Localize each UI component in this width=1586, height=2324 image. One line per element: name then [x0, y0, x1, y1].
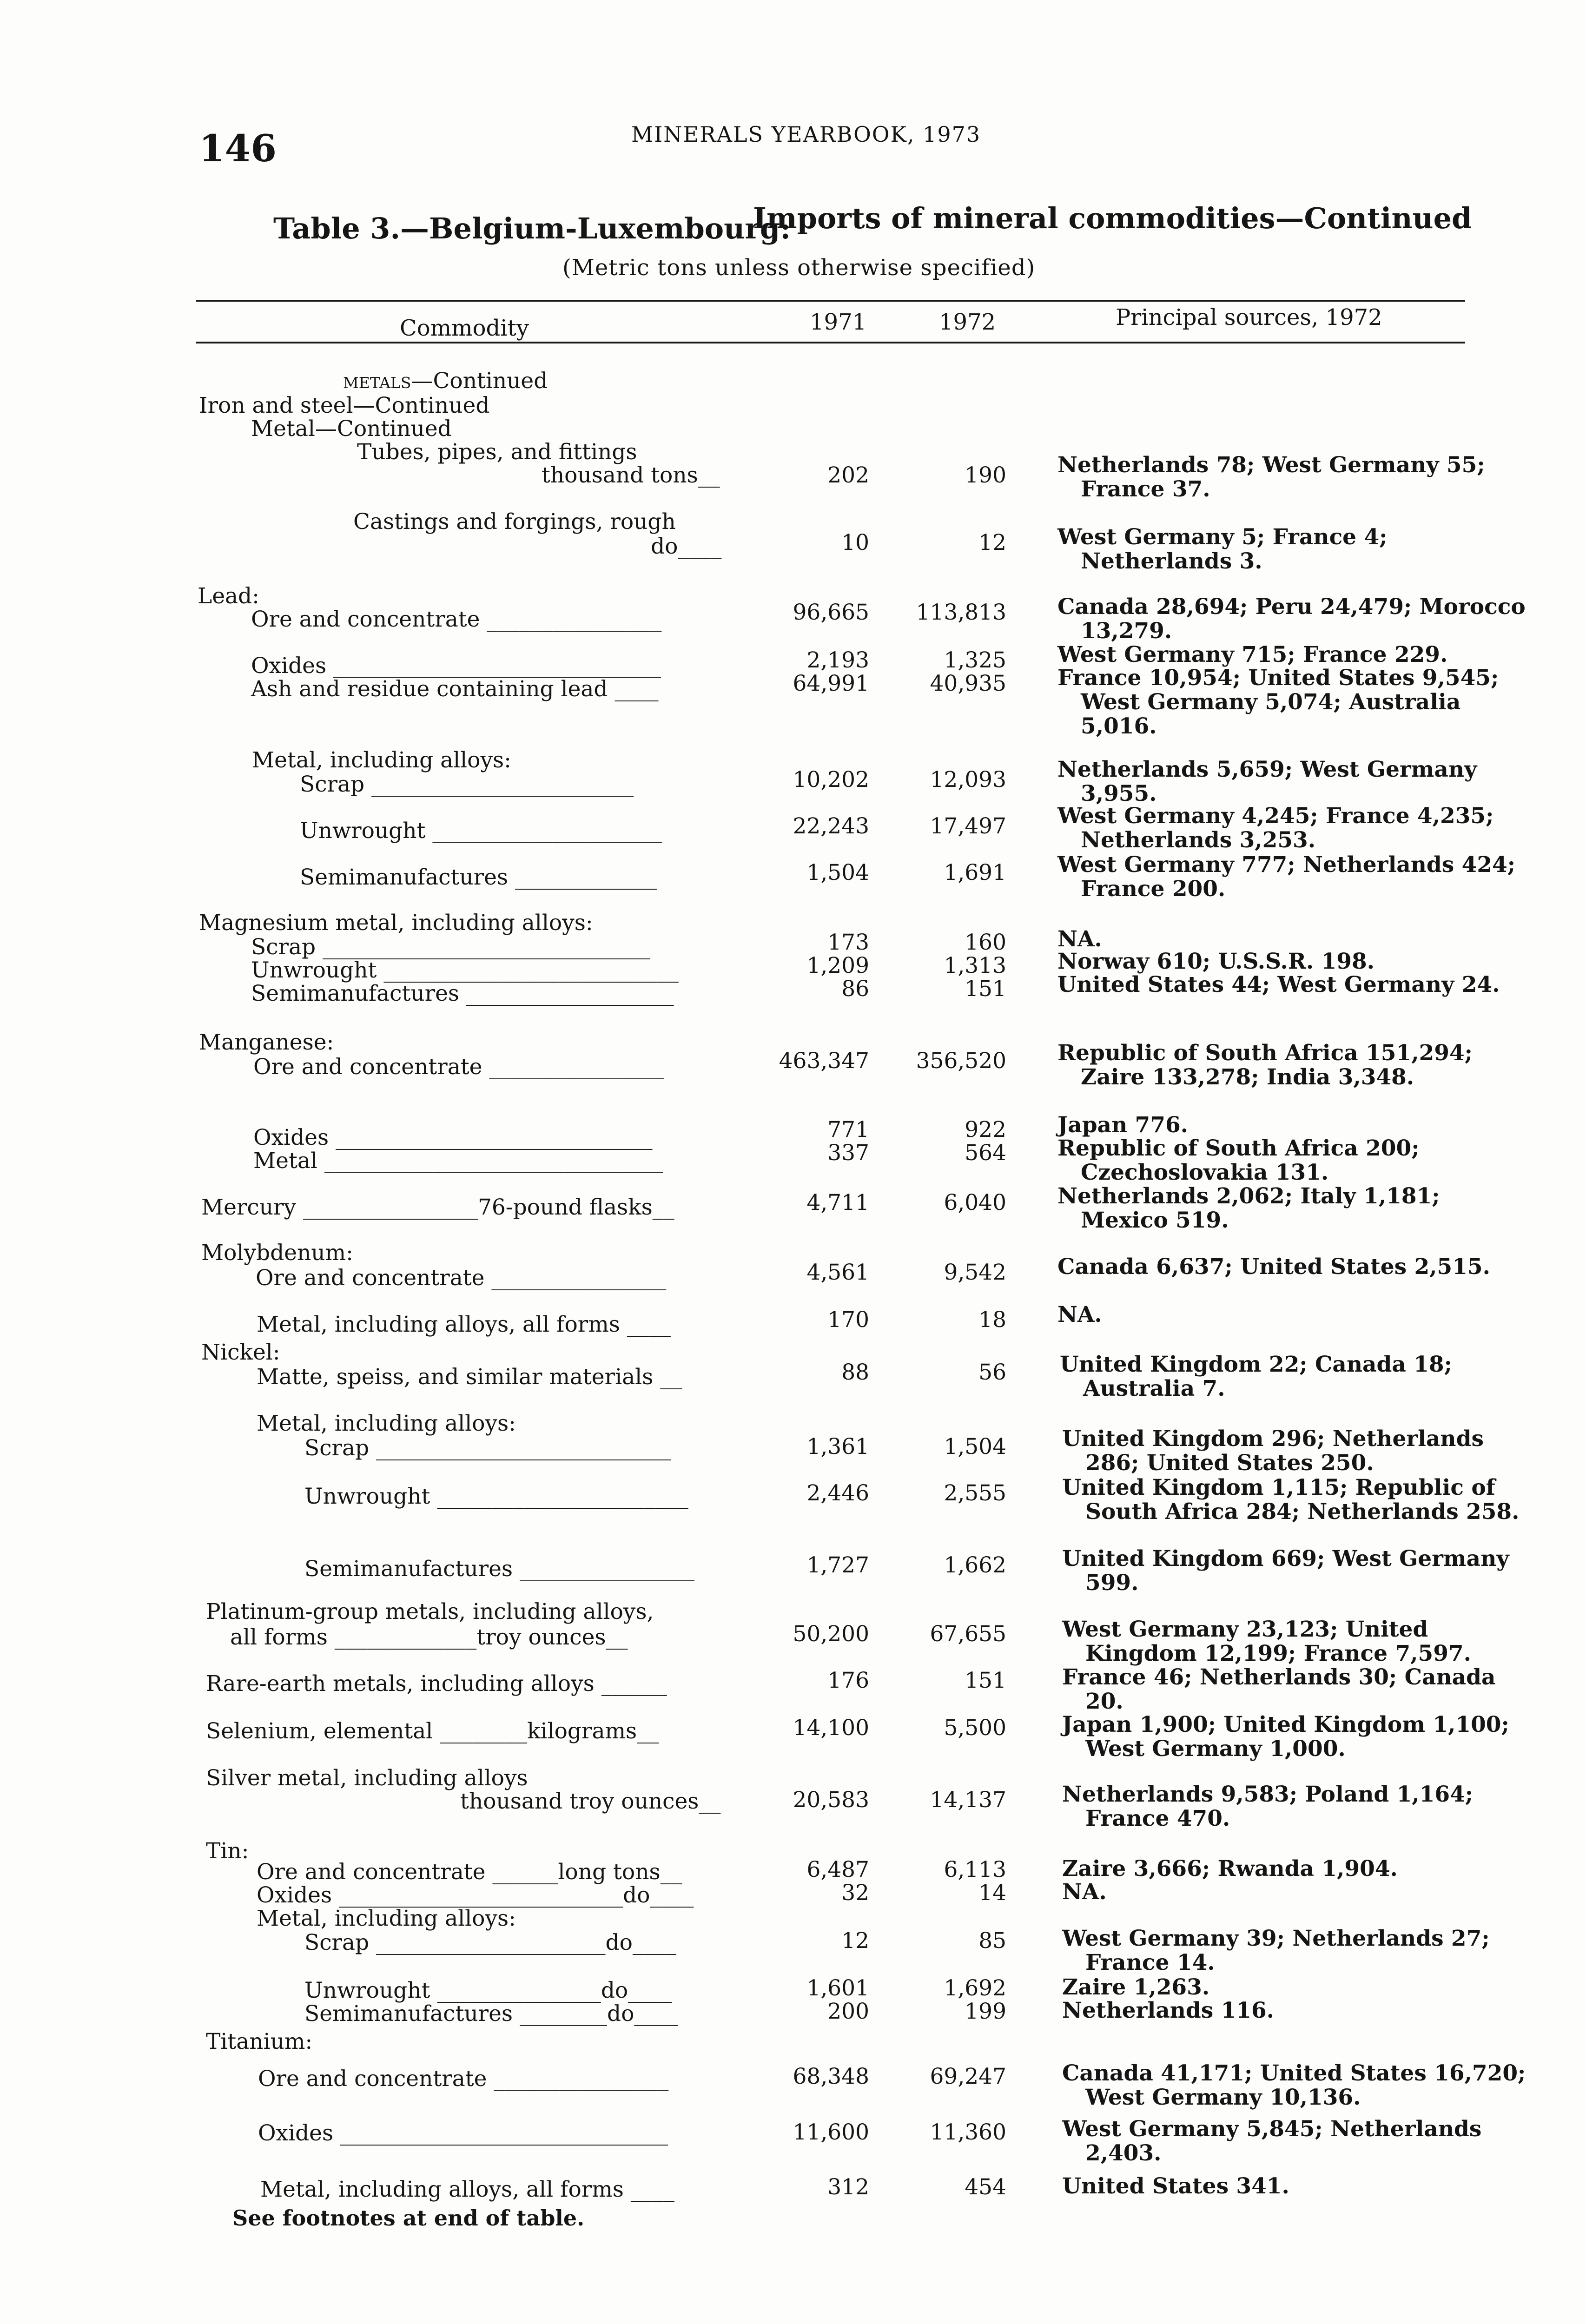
row-1971: 463,347: [779, 1048, 869, 1074]
row-sources: Zaire 1,263.: [1062, 1974, 1210, 2000]
row-sources: NA.: [1062, 1879, 1107, 1905]
row-sources: Canada 28,694; Peru 24,479; Morocco 13,279.: [1057, 594, 1526, 644]
row-1971: 1,504: [806, 860, 869, 885]
row-1971: 200: [827, 1999, 869, 2024]
row-sources: Netherlands 116.: [1062, 1998, 1275, 2023]
row-sources: Netherlands 78; West Germany 55; France 37.: [1057, 452, 1485, 502]
row-label: Scrap ________________________: [300, 772, 634, 797]
row-1971: 2,446: [806, 1480, 869, 1506]
row-1971: 337: [827, 1140, 869, 1166]
row-sources: Japan 776.: [1057, 1112, 1189, 1138]
row-sources: Netherlands 9,583; Poland 1,164; France 470.: [1062, 1782, 1474, 1831]
row-1972: 67,655: [930, 1621, 1006, 1647]
row-1971: 10,202: [793, 767, 869, 792]
row-sources: United Kingdom 669; West Germany 599.: [1062, 1546, 1509, 1596]
row-1972: 1,325: [944, 647, 1006, 673]
row-1971: 312: [827, 2174, 869, 2200]
row-1971: 20,583: [793, 1787, 869, 1813]
row-1971: 1,361: [806, 1434, 869, 1459]
row-1971: 12: [841, 1928, 869, 1954]
row-sources: United Kingdom 22; Canada 18; Australia 7.: [1060, 1352, 1452, 1401]
group-nickel: Nickel:: [201, 1340, 280, 1365]
row-sources: United States 341.: [1062, 2173, 1289, 2199]
row-1971: 202: [827, 462, 869, 488]
group-tubes: Tubes, pipes, and fittings: [357, 439, 637, 465]
row-1971: 173: [827, 930, 869, 955]
row-1972: 564: [965, 1140, 1006, 1166]
row-label: Ore and concentrate ________________: [251, 607, 662, 632]
group-molybdenum: Molybdenum:: [201, 1240, 353, 1266]
row-sources: Zaire 3,666; Rwanda 1,904.: [1062, 1856, 1398, 1882]
row-sources: United Kingdom 296; Netherlands 286; United States 250.: [1062, 1426, 1484, 1476]
row-sources: West Germany 5,845; Netherlands 2,403.: [1062, 2116, 1482, 2166]
row-label: Metal, including alloys, all forms ____: [257, 1312, 671, 1337]
row-label: Ore and concentrate ________________: [258, 2066, 669, 2092]
row-1971: 14,100: [793, 1715, 869, 1741]
row-1971: 88: [841, 1360, 869, 1385]
row-label: Scrap ______________________________: [251, 934, 651, 960]
row-1972: 1,504: [944, 1434, 1006, 1459]
row-1971: 1,601: [806, 1975, 869, 2001]
row-label: Unwrought _____________________: [300, 818, 662, 844]
row-1971: 22,243: [793, 813, 869, 839]
row-1971: 11,600: [793, 2119, 869, 2145]
group-tin: Tin:: [206, 1838, 249, 1864]
row-sources: West Germany 39; Netherlands 27; France 14.: [1062, 1926, 1490, 1975]
table-title-prefix: Table 3.—Belgium-Luxembourg:: [273, 211, 791, 245]
group-iron-steel: Iron and steel—Continued: [199, 393, 490, 418]
group-tin-metal: Metal, including alloys:: [257, 1906, 516, 1931]
row-sources: Japan 1,900; United Kingdom 1,100; West Germany 1,000.: [1062, 1712, 1509, 1762]
row-1972: 6,040: [944, 1190, 1006, 1215]
table-title: Imports of mineral commodities—Continued: [753, 201, 1472, 235]
header-sources: Principal sources, 1972: [1116, 304, 1382, 330]
row-sources: Netherlands 5,659; West Germany 3,955.: [1057, 757, 1477, 806]
row-1972: 17,497: [930, 813, 1006, 839]
row-sources: NA.: [1057, 1302, 1102, 1327]
group-titanium: Titanium:: [206, 2029, 313, 2054]
row-label: Semimanufactures _____________: [300, 865, 657, 890]
row-1972: 9,542: [944, 1260, 1006, 1285]
row-label: Unwrought ___________________________: [251, 957, 679, 983]
row-1972: 2,555: [944, 1480, 1006, 1506]
row-1972: 5,500: [944, 1715, 1006, 1741]
row-1972: 1,313: [944, 953, 1006, 978]
group-magnesium: Magnesium metal, including alloys:: [199, 910, 593, 936]
row-1972: 11,360: [930, 2119, 1006, 2145]
group-silver: Silver metal, including alloys: [206, 1765, 528, 1791]
row-1972: 12,093: [930, 767, 1006, 792]
row-1971: 68,348: [793, 2064, 869, 2089]
row-1972: 1,662: [944, 1552, 1006, 1578]
section-metals-continued: metals—Continued: [343, 368, 548, 394]
row-1972: 56: [978, 1360, 1006, 1385]
row-1971: 4,561: [806, 1260, 869, 1285]
row-label: Ore and concentrate ______long tons__: [257, 1859, 682, 1885]
row-1971: 1,727: [806, 1552, 869, 1578]
row-label: Metal _______________________________: [253, 1148, 663, 1174]
row-sources: Republic of South Africa 200; Czechoslovakia 131.: [1057, 1136, 1420, 1185]
row-1972: 190: [965, 462, 1006, 488]
row-sources: United Kingdom 1,115; Republic of South Africa 284; Netherlands 258.: [1062, 1475, 1520, 1525]
row-label: Metal, including alloys, all forms ____: [260, 2177, 674, 2202]
row-label: Oxides _____________________________: [253, 1125, 653, 1150]
row-1972: 40,935: [930, 671, 1006, 696]
group-lead-metal: Metal, including alloys:: [252, 747, 511, 773]
row-label: Ore and concentrate ________________: [253, 1054, 664, 1080]
row-1972: 18: [978, 1307, 1006, 1333]
row-1971: 50,200: [793, 1621, 869, 1647]
row-1972: 356,520: [916, 1048, 1006, 1074]
row-1971: 4,711: [806, 1190, 869, 1215]
row-1971: 6,487: [806, 1857, 869, 1882]
row-sources: Netherlands 2,062; Italy 1,181; Mexico 519.: [1057, 1183, 1440, 1233]
row-label: Unwrought _______________do____: [304, 1978, 672, 2003]
row-1972: 199: [965, 1999, 1006, 2024]
row-1972: 151: [965, 1668, 1006, 1693]
row-label: Matte, speiss, and similar materials __: [257, 1364, 682, 1390]
row-label: Castings and forgings, rough: [353, 509, 676, 535]
row-1972: 14,137: [930, 1787, 1006, 1813]
row-sources: West Germany 715; France 229.: [1057, 642, 1448, 667]
row-1971: 86: [841, 976, 869, 1002]
row-sources: West Germany 4,245; France 4,235; Netherlands 3,253.: [1057, 803, 1494, 853]
table-subtitle: (Metric tons unless otherwise specified): [562, 255, 1036, 281]
row-label: Rare-earth metals, including alloys ______: [206, 1671, 667, 1697]
running-head: MINERALS YEARBOOK, 1973: [631, 122, 981, 147]
row-1971: 10: [841, 530, 869, 555]
row-sources: NA.: [1057, 926, 1102, 952]
row-1972: 113,813: [916, 600, 1006, 625]
row-sources: Canada 6,637; United States 2,515.: [1057, 1254, 1490, 1280]
row-1971: 96,665: [793, 600, 869, 625]
footnote: See footnotes at end of table.: [232, 2205, 585, 2231]
page-number: 146: [199, 126, 277, 170]
row-label: do____: [651, 534, 722, 559]
row-1972: 85: [978, 1928, 1006, 1954]
row-label: Oxides ______________________________: [251, 653, 661, 679]
row-1971: 170: [827, 1307, 869, 1333]
row-1971: 176: [827, 1668, 869, 1693]
header-1972: 1972: [939, 309, 996, 335]
header-rule: [196, 342, 1465, 343]
row-1972: 12: [978, 530, 1006, 555]
row-sources: United States 44; West Germany 24.: [1057, 972, 1500, 997]
group-nickel-metal: Metal, including alloys:: [257, 1411, 516, 1436]
group-manganese: Manganese:: [199, 1030, 334, 1055]
row-label: thousand troy ounces__: [460, 1789, 721, 1814]
row-sources: France 10,954; United States 9,545; West Germany 5,074; Australia 5,016.: [1057, 665, 1499, 739]
row-label: Scrap _____________________do____: [304, 1930, 676, 1955]
row-sources: France 46; Netherlands 30; Canada 20.: [1062, 1664, 1496, 1714]
row-label: all forms _____________troy ounces__: [230, 1624, 628, 1650]
row-1972: 6,113: [944, 1857, 1006, 1882]
row-1971: 2,193: [806, 647, 869, 673]
row-1971: 64,991: [793, 671, 869, 696]
row-label: Scrap ___________________________: [304, 1435, 671, 1461]
group-metal-continued: Metal—Continued: [251, 416, 452, 442]
row-label: Mercury ________________76-pound flasks__: [201, 1195, 674, 1220]
row-sources: West Germany 5; France 4; Netherlands 3.: [1057, 524, 1388, 574]
row-1972: 454: [965, 2174, 1006, 2200]
row-sources: Republic of South Africa 151,294; Zaire 133,278; India 3,348.: [1057, 1040, 1473, 1090]
row-label: Unwrought _______________________: [304, 1484, 688, 1509]
row-label: Selenium, elemental ________kilograms__: [206, 1718, 659, 1744]
row-label: thousand tons__: [542, 462, 720, 488]
header-commodity: Commodity: [400, 315, 529, 341]
group-platinum: Platinum-group metals, including alloys,: [206, 1599, 654, 1624]
row-label: Oxides ______________________________: [258, 2120, 668, 2146]
row-1972: 160: [965, 930, 1006, 955]
row-1972: 14: [978, 1880, 1006, 1906]
row-label: Semimanufactures ________do____: [304, 2001, 678, 2027]
group-lead: Lead:: [198, 583, 259, 609]
row-1972: 151: [965, 976, 1006, 1002]
top-rule: [196, 300, 1465, 302]
row-label: Semimanufactures ________________: [304, 1556, 694, 1582]
row-1972: 922: [965, 1117, 1006, 1142]
row-1971: 1,209: [806, 953, 869, 978]
row-sources: West Germany 23,123; United Kingdom 12,199; France 7,597.: [1062, 1617, 1471, 1666]
row-sources: West Germany 777; Netherlands 424; France 200.: [1057, 852, 1516, 902]
row-label: Ore and concentrate ________________: [256, 1265, 667, 1291]
row-label: Oxides __________________________do____: [257, 1882, 694, 1908]
row-label: Ash and residue containing lead ____: [251, 676, 659, 702]
row-label: Semimanufactures ___________________: [251, 981, 674, 1006]
row-sources: Norway 610; U.S.S.R. 198.: [1057, 949, 1375, 974]
header-1971: 1971: [810, 309, 867, 335]
row-1971: 771: [827, 1117, 869, 1142]
row-1972: 1,692: [944, 1975, 1006, 2001]
row-sources: Canada 41,171; United States 16,720; West Germany 10,136.: [1062, 2060, 1526, 2110]
row-1971: 32: [841, 1880, 869, 1906]
row-1972: 69,247: [930, 2064, 1006, 2089]
row-1972: 1,691: [944, 860, 1006, 885]
